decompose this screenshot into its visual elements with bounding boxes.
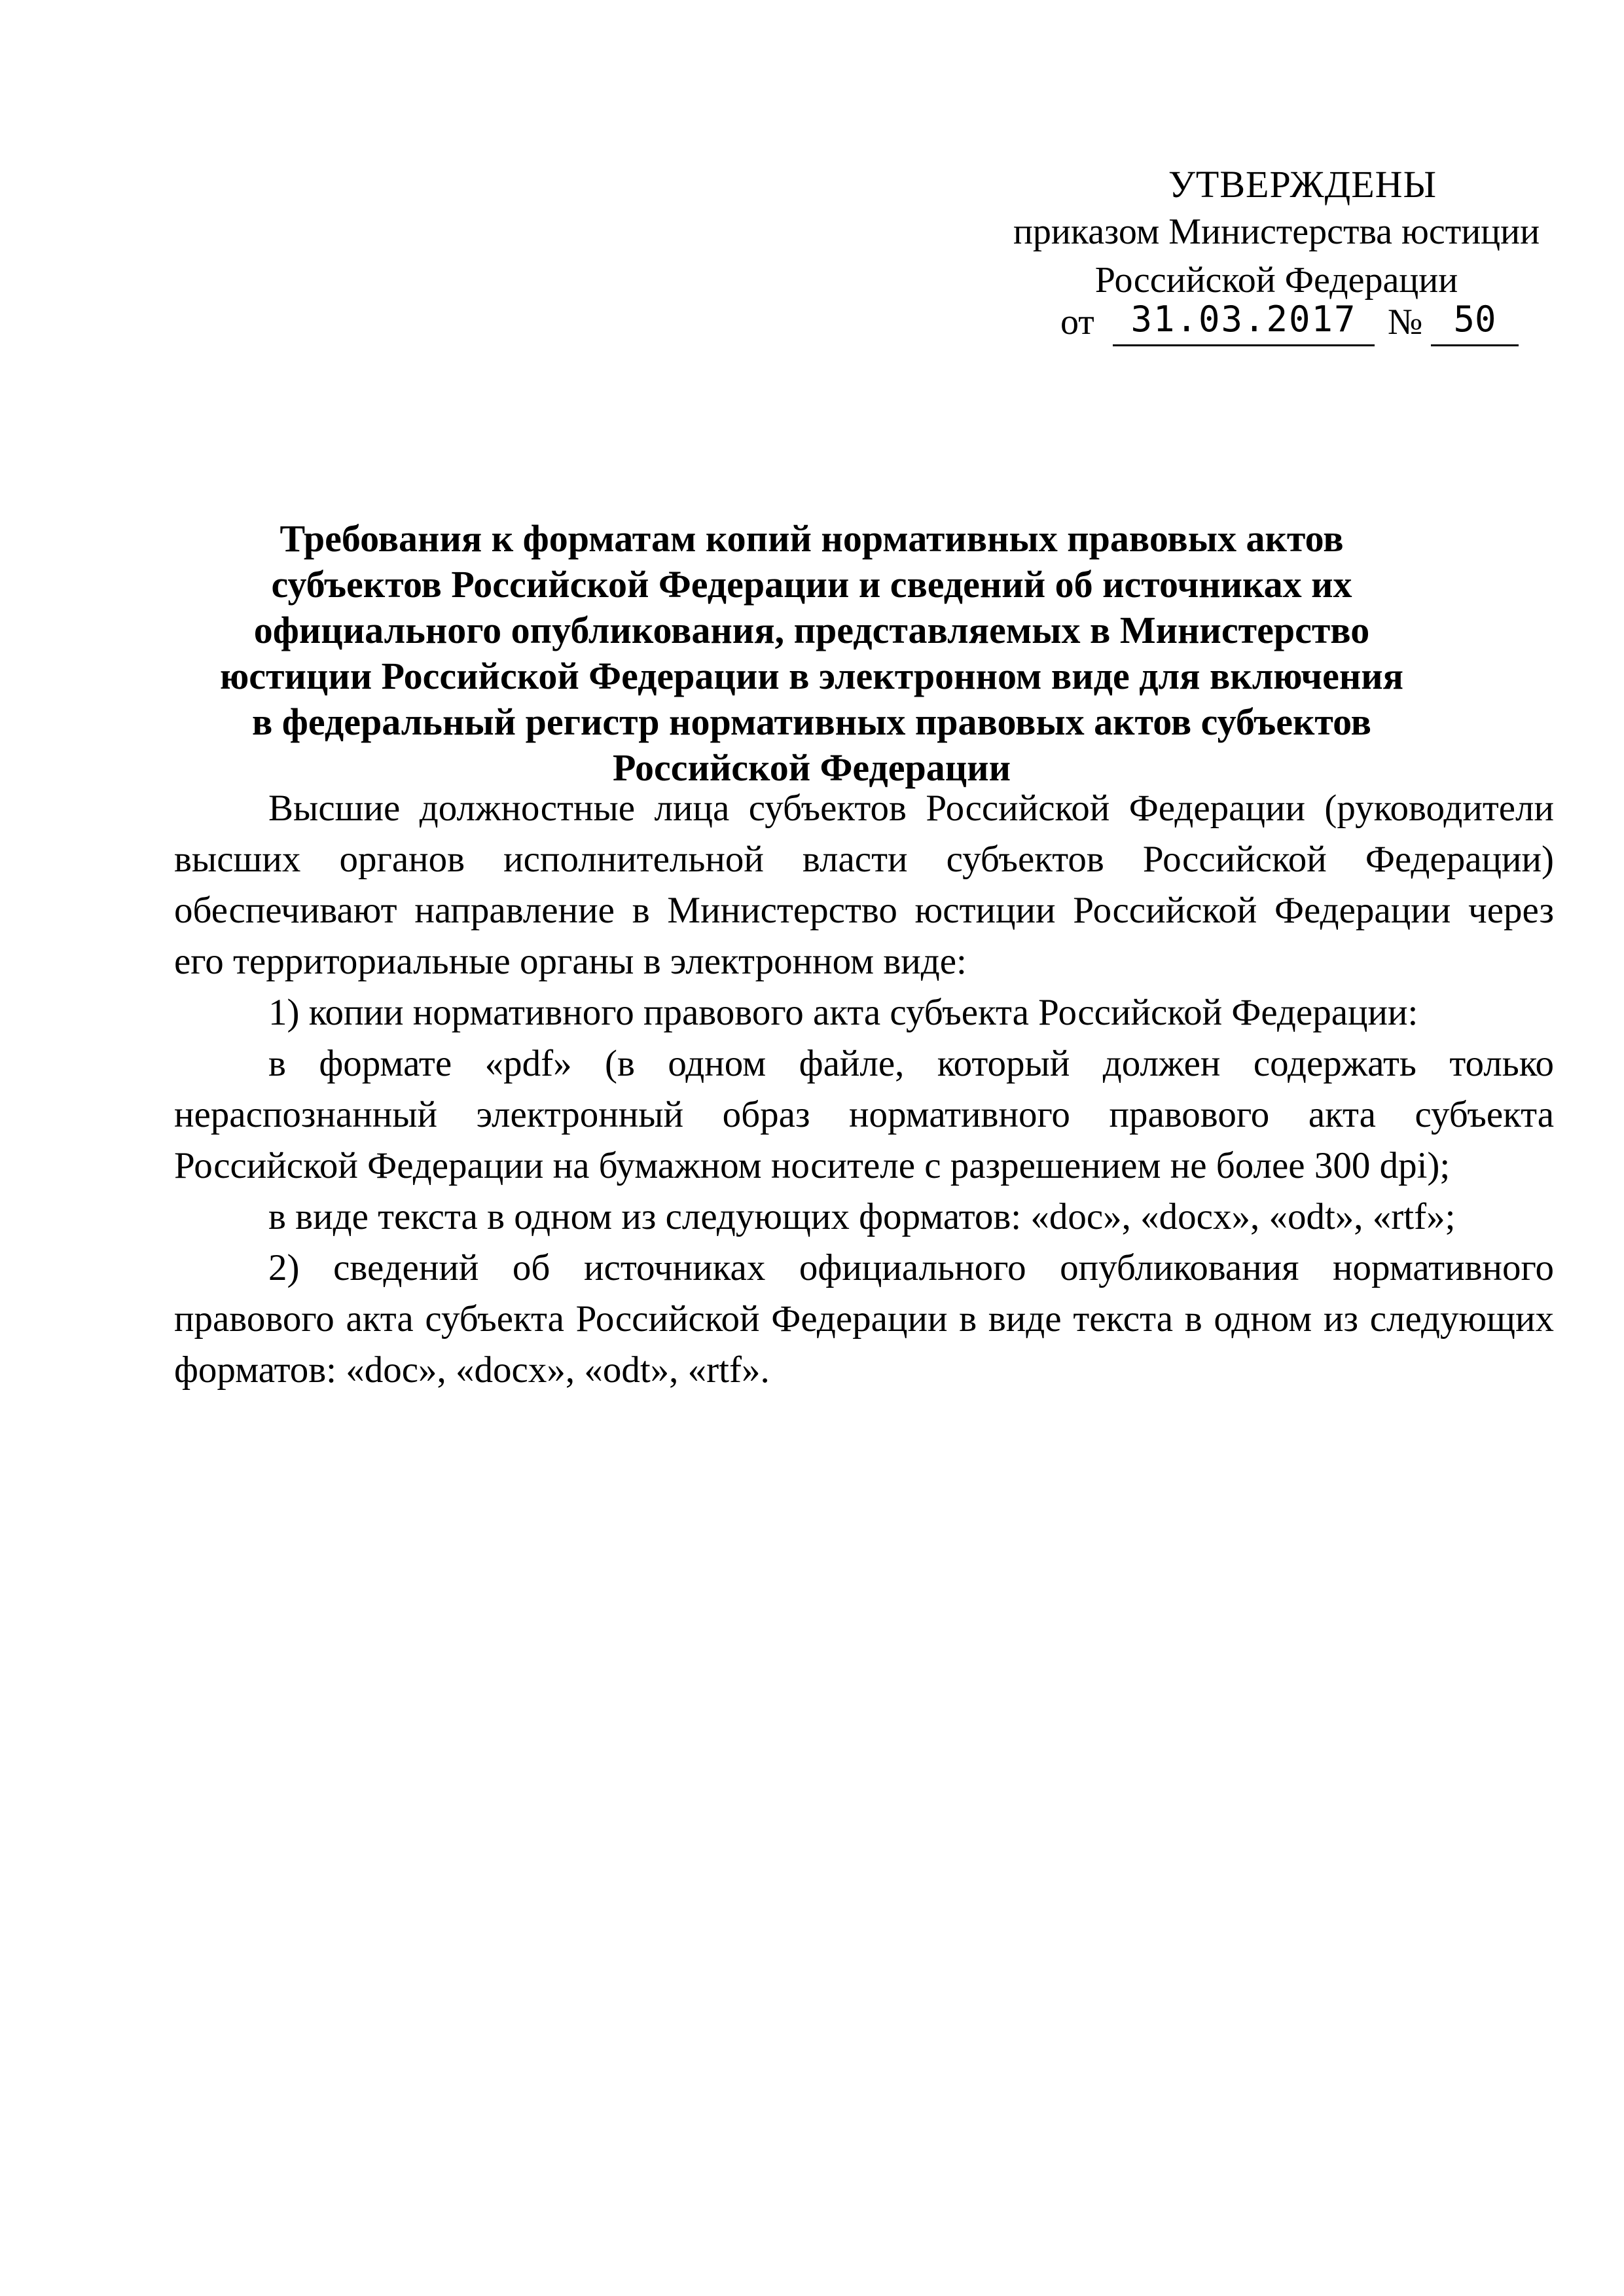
- approval-line-order: приказом Министерства юстиции: [1013, 211, 1540, 252]
- paragraph-item-2: 2) сведений об источниках официального опубликования нормативного правового акта субъекта Российской Федерации в виде текста в одном из следующих форматов: «doc», «docx», «odt», «rtf».: [174, 1247, 1554, 1391]
- approval-date-row: [1060, 299, 1519, 351]
- document-title: Требования к форматам копий нормативных правовых актов субъектов Российской Федерации и сведений об источниках их официального опубликования, представляемых в Министерство юстиции Российской Федерации в электронном виде для включения в федеральный регистр нормативных правовых актов субъектов Российской Федерации: [219, 517, 1404, 789]
- paragraph-intro: Высшие должностные лица субъектов Российской Федерации (руководители высших органов исполнительной власти субъектов Российской Федерации) обеспечивают направление в Министерство юстиции Российской Федерации через его территориальные органы в электронном виде:: [174, 788, 1554, 982]
- document-body: [174, 783, 1554, 1396]
- approval-date: 31.03.2017: [1113, 299, 1375, 346]
- paragraph-item-1: 1) копии нормативного правового акта субъекта Российской Федерации:: [268, 992, 1418, 1033]
- approval-number: 50: [1431, 299, 1519, 346]
- paragraph-item-1-pdf: в формате «pdf» (в одном файле, который должен содержать только нераспознанный электронный образ нормативного правового акта субъекта Российской Федерации на бумажном носителе с разрешением не более 300 dpi);: [174, 1043, 1554, 1186]
- approval-title: УТВЕРЖДЕНЫ: [1168, 163, 1437, 206]
- approval-line-ministry: Российской Федерации: [1094, 260, 1458, 301]
- date-prefix: от: [1060, 302, 1094, 342]
- paragraph-item-1-text: в виде текста в одном из следующих форматов: «doc», «docx», «odt», «rtf»;: [268, 1196, 1456, 1237]
- number-sign: №: [1388, 302, 1423, 342]
